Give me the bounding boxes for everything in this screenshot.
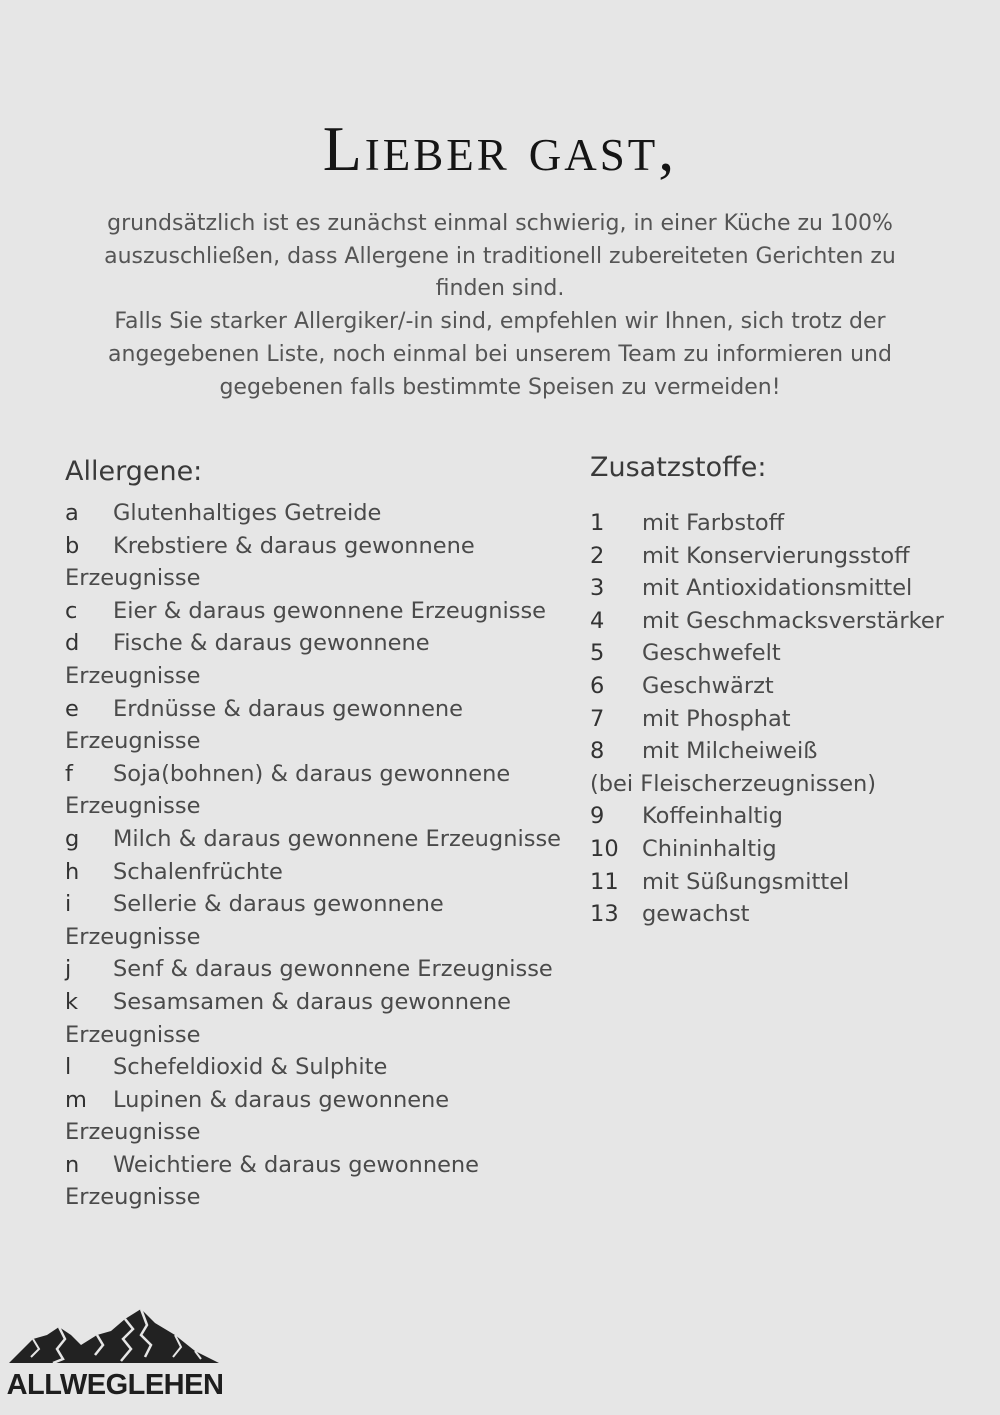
logo-text: ALLWEGLEHEN	[6, 1369, 224, 1401]
item-code: k	[65, 988, 79, 1015]
intro-line: grundsätzlich ist es zunächst einmal schwierig, in einer Küche zu 100%	[107, 211, 893, 236]
item-code: 11	[590, 868, 619, 895]
item-code: d	[65, 630, 80, 657]
item-text: Glutenhaltiges Getreide	[113, 500, 382, 526]
list-item	[65, 953, 575, 986]
item-text: mit Süßungsmittel	[642, 868, 850, 895]
list-item	[65, 693, 575, 758]
item-text: Krebstiere & daraus gewonnene	[113, 532, 475, 559]
item-code: g	[65, 825, 80, 852]
item-text: Weichtiere & daraus gewonnene	[113, 1151, 480, 1178]
item-text-continued: Erzeugnisse	[65, 728, 201, 755]
page-title: Lieber gast,	[322, 113, 678, 184]
item-text: Geschwefelt	[642, 640, 781, 667]
list-item	[590, 703, 990, 736]
intro-line: finden sind.	[435, 276, 565, 302]
item-text: mit Farbstoff	[642, 510, 785, 536]
zusatzstoffe-heading: Zusatzstoffe:	[590, 452, 767, 483]
item-text: Soja(bohnen) & daraus gewonnene	[113, 760, 511, 787]
brand-logo	[5, 1305, 225, 1405]
item-code: 10	[590, 835, 619, 862]
item-code: f	[65, 760, 73, 787]
item-text: Sesamsamen & daraus gewonnene	[113, 988, 511, 1015]
zusatzstoffe-list	[590, 507, 990, 931]
item-text: Schalenfrüchte	[113, 858, 283, 885]
item-text-continued: Erzeugnisse	[65, 1119, 201, 1146]
list-item	[590, 670, 990, 703]
item-text: Schefeldioxid & Sulphite	[113, 1054, 388, 1081]
item-code: l	[65, 1054, 72, 1081]
list-item	[590, 866, 990, 899]
item-text-continued: Erzeugnisse	[65, 1184, 201, 1211]
item-code: n	[65, 1151, 80, 1178]
list-item	[590, 898, 990, 931]
allergene-list	[65, 497, 575, 1214]
item-code: 5	[590, 640, 605, 667]
item-text: Sellerie & daraus gewonnene	[113, 891, 444, 918]
item-code: h	[65, 858, 80, 885]
list-item	[65, 1051, 575, 1084]
allergene-heading: Allergene:	[65, 456, 203, 487]
item-text: Fische & daraus gewonnene	[113, 630, 430, 657]
item-text-continued: Erzeugnisse	[65, 923, 201, 950]
list-item	[590, 507, 990, 540]
item-text: Eier & daraus gewonnene Erzeugnisse	[113, 597, 547, 624]
item-text: mit Milcheiweiß	[642, 738, 818, 765]
item-code: a	[65, 500, 79, 526]
intro-text	[80, 208, 920, 404]
mountain-icon	[5, 1305, 225, 1375]
item-code: 9	[590, 803, 605, 830]
list-item	[65, 497, 575, 530]
item-text: Erdnüsse & daraus gewonnene	[113, 695, 464, 722]
item-text-continued: Erzeugnisse	[65, 793, 201, 820]
item-code: c	[65, 597, 78, 624]
item-code: j	[65, 956, 72, 983]
list-item	[590, 637, 990, 670]
list-item	[65, 823, 575, 856]
list-item	[65, 856, 575, 889]
item-code: 2	[590, 542, 605, 569]
intro-line: angegebenen Liste, noch einmal bei unserem Team zu informieren und	[108, 341, 892, 367]
list-item	[65, 888, 575, 953]
list-item	[590, 572, 990, 605]
item-text-continued: (bei Fleischerzeugnissen)	[590, 770, 877, 797]
item-code: 7	[590, 705, 605, 732]
item-text: gewachst	[642, 901, 750, 928]
item-text: mit Konservierungsstoff	[642, 542, 910, 569]
item-code: 8	[590, 738, 605, 765]
list-item	[590, 735, 990, 800]
list-item	[590, 540, 990, 573]
list-item	[65, 627, 575, 692]
item-text-continued: Erzeugnisse	[65, 565, 201, 592]
item-code: m	[65, 1086, 87, 1113]
item-text: Milch & daraus gewonnene Erzeugnisse	[113, 825, 562, 852]
item-text: Senf & daraus gewonnene Erzeugnisse	[113, 956, 553, 983]
item-text: mit Antioxidationsmittel	[642, 575, 913, 602]
item-code: b	[65, 532, 80, 559]
item-code: 1	[590, 510, 605, 536]
intro-line: auszuschließen, dass Allergene in traditionell zubereiteten Gerichten zu	[104, 243, 896, 269]
list-item	[65, 986, 575, 1051]
item-text: Geschwärzt	[642, 672, 774, 699]
item-text: Chininhaltig	[642, 835, 777, 862]
item-text: mit Phosphat	[642, 705, 791, 732]
list-item	[65, 1149, 575, 1214]
item-code: e	[65, 695, 79, 722]
item-code: 3	[590, 575, 605, 602]
list-item	[65, 530, 575, 595]
item-code: 13	[590, 901, 619, 928]
item-text: Koffeinhaltig	[642, 803, 783, 830]
item-text: Lupinen & daraus gewonnene	[113, 1086, 450, 1113]
list-item	[590, 605, 990, 638]
item-text: mit Geschmacksverstärker	[642, 607, 944, 634]
list-item	[590, 800, 990, 833]
intro-line: gegebenen falls bestimmte Speisen zu vermeiden!	[219, 374, 781, 400]
item-text-continued: Erzeugnisse	[65, 1021, 201, 1048]
item-code: 4	[590, 607, 605, 634]
list-item	[65, 1084, 575, 1149]
item-code: i	[65, 891, 72, 918]
list-item	[65, 758, 575, 823]
list-item	[590, 833, 990, 866]
intro-line: Falls Sie starker Allergiker/-in sind, empfehlen wir Ihnen, sich trotz der	[114, 309, 886, 335]
item-code: 6	[590, 672, 605, 699]
item-text-continued: Erzeugnisse	[65, 662, 201, 689]
list-item	[65, 595, 575, 628]
